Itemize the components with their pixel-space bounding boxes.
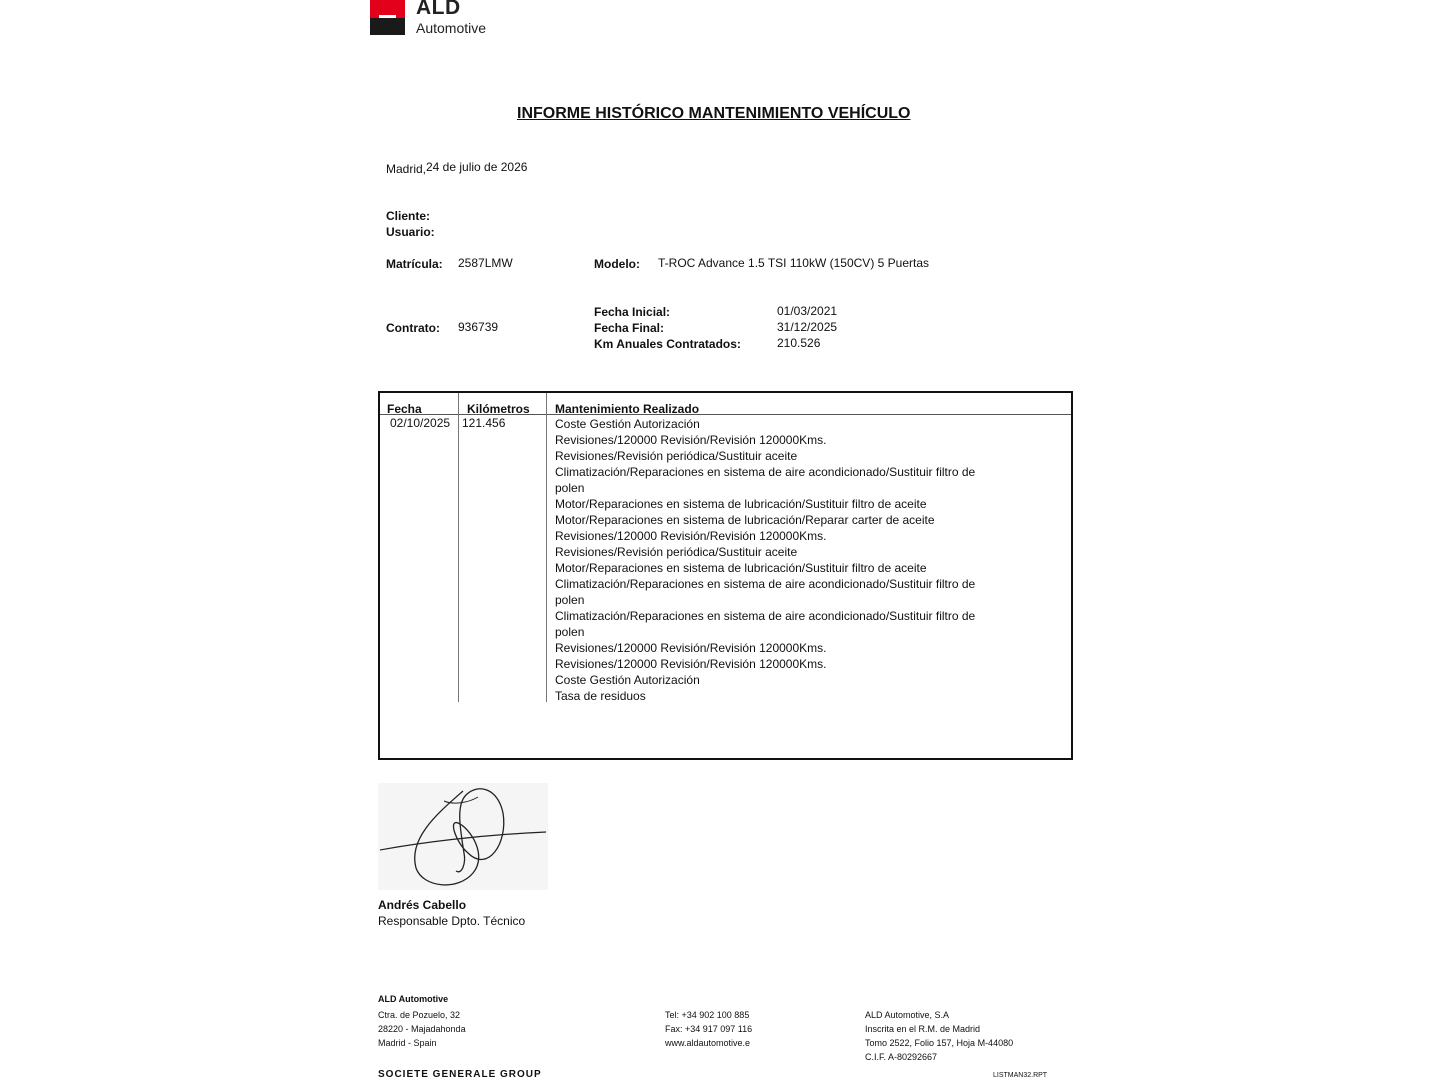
maintenance-item: Climatización/Reparaciones en sistema de aire acondicionado/Sustituir filtro de	[555, 577, 976, 591]
header-mantenimiento: Mantenimiento Realizado	[555, 402, 700, 416]
footer-address-line: Madrid - Spain	[378, 1038, 437, 1048]
modelo-label: Modelo:	[594, 257, 640, 271]
signature-image	[378, 783, 548, 890]
km-anuales-value: 210.526	[777, 336, 821, 350]
footer-tel: Tel: +34 902 100 885	[665, 1010, 750, 1020]
footer-legal-line: Tomo 2522, Folio 157, Hoja M-44080	[865, 1038, 1014, 1048]
signatory-name: Andrés Cabello	[378, 898, 467, 912]
group-label: SOCIETE GENERALE GROUP	[378, 1069, 542, 1080]
signatory-role: Responsable Dpto. Técnico	[378, 914, 526, 928]
maintenance-item: Revisiones/120000 Revisión/Revisión 120000Kms.	[555, 641, 827, 655]
fecha-final-label: Fecha Final:	[594, 321, 665, 335]
column-divider	[458, 393, 459, 702]
row-fecha: 02/10/2025	[390, 416, 451, 430]
report-place: Madrid,	[386, 162, 427, 176]
fecha-inicial-label: Fecha Inicial:	[594, 305, 671, 319]
footer-fax: Fax: +34 917 097 116	[665, 1024, 753, 1034]
contrato-label: Contrato:	[386, 321, 440, 335]
maintenance-list	[555, 416, 975, 704]
maintenance-item: Climatización/Reparaciones en sistema de aire acondicionado/Sustituir filtro de	[555, 609, 976, 623]
logo-subtitle: Automotive	[416, 20, 487, 36]
maintenance-item: Coste Gestión Autorización	[555, 417, 700, 431]
footer-address-line: Ctra. de Pozuelo, 32	[378, 1010, 461, 1020]
footer-company: ALD Automotive	[378, 994, 449, 1004]
maintenance-item: polen	[555, 593, 585, 607]
maintenance-item: Climatización/Reparaciones en sistema de aire acondicionado/Sustituir filtro de	[555, 465, 976, 479]
footer-legal-line: Inscrita en el R.M. de Madrid	[865, 1024, 981, 1034]
footer-address-line: 28220 - Majadahonda	[378, 1024, 466, 1034]
modelo-value: T-ROC Advance 1.5 TSI 110kW (150CV) 5 Puertas	[658, 256, 930, 270]
logo-brand: ALD	[416, 0, 461, 19]
maintenance-item: Coste Gestión Autorización	[555, 673, 700, 687]
signature-scribble	[378, 783, 548, 890]
maintenance-item: polen	[555, 481, 585, 495]
report-title: INFORME HISTÓRICO MANTENIMIENTO VEHÍCULO	[517, 105, 911, 122]
maintenance-item: Revisiones/Revisión periódica/Sustituir aceite	[555, 449, 798, 463]
row-kilometros: 121.456	[462, 416, 506, 430]
maintenance-item: Revisiones/120000 Revisión/Revisión 120000Kms.	[555, 529, 827, 543]
maintenance-item: Revisiones/120000 Revisión/Revisión 120000Kms.	[555, 657, 827, 671]
fecha-inicial-value: 01/03/2021	[777, 304, 838, 318]
maintenance-item: Motor/Reparaciones en sistema de lubricación/Sustituir filtro de aceite	[555, 561, 927, 575]
maintenance-item: polen	[555, 625, 585, 639]
fecha-final-value: 31/12/2025	[777, 320, 838, 334]
logo-mark	[370, 0, 405, 35]
header-fecha: Fecha	[387, 402, 422, 416]
footer-website: www.aldautomotive.e	[665, 1038, 751, 1048]
maintenance-table	[378, 391, 1073, 760]
maintenance-item: Motor/Reparaciones en sistema de lubricación/Reparar carter de aceite	[555, 513, 935, 527]
ald-logo	[370, 0, 502, 36]
report-code: LISTMAN32.RPT	[993, 1072, 1048, 1079]
header-kilometros: Kilómetros	[467, 402, 530, 416]
maintenance-item: Motor/Reparaciones en sistema de lubricación/Sustituir filtro de aceite	[555, 497, 927, 511]
matricula-label: Matrícula:	[386, 257, 443, 271]
matricula-value: 2587LMW	[458, 256, 513, 270]
footer-legal-line: C.I.F. A-80292667	[865, 1052, 938, 1062]
footer-legal-line: ALD Automotive, S.A	[865, 1010, 950, 1020]
usuario-label: Usuario:	[386, 225, 435, 239]
km-anuales-label: Km Anuales Contratados:	[594, 337, 741, 351]
maintenance-item: Revisiones/Revisión periódica/Sustituir aceite	[555, 545, 798, 559]
report-date: 24 de julio de 2026	[426, 160, 528, 174]
cliente-label: Cliente:	[386, 209, 431, 223]
column-divider	[546, 393, 547, 702]
maintenance-item: Revisiones/120000 Revisión/Revisión 120000Kms.	[555, 433, 827, 447]
contrato-value: 936739	[458, 320, 499, 334]
maintenance-item: Tasa de residuos	[555, 689, 646, 703]
